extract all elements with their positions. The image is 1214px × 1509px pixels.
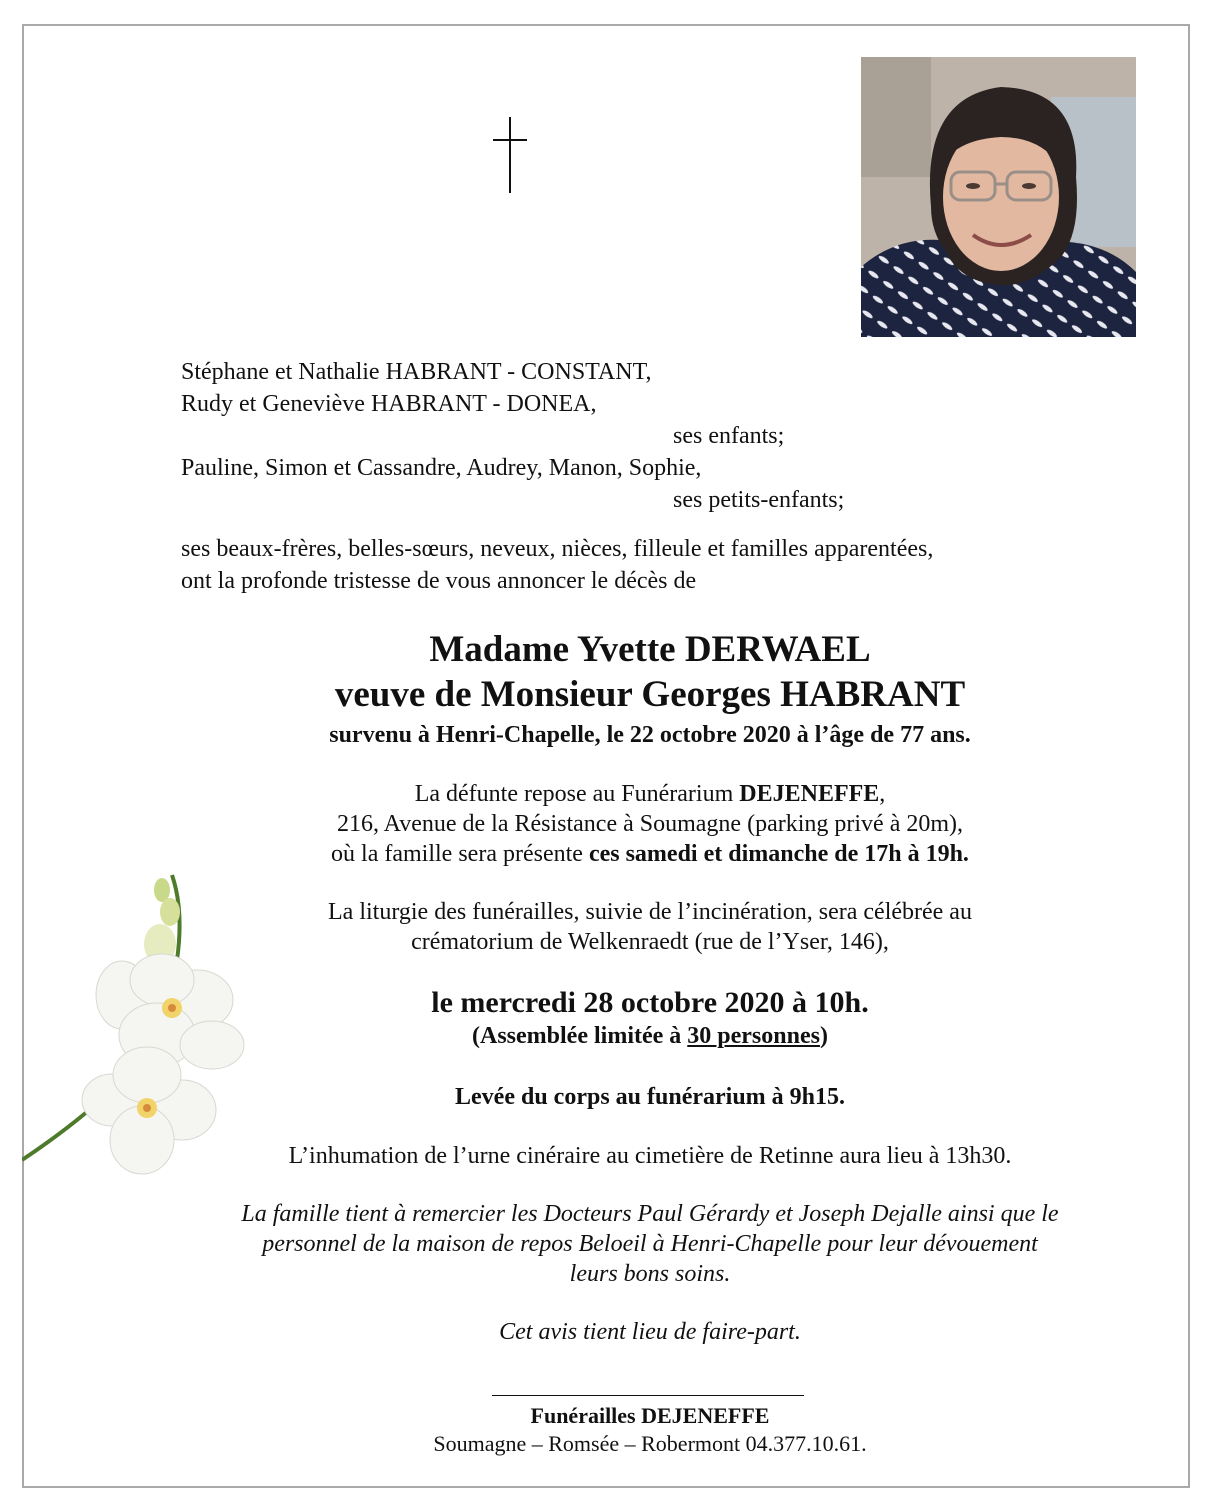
footer-rule	[492, 1395, 804, 1396]
rest-line-2: 216, Avenue de la Résistance à Soumagne (parking privé à 20m),	[336, 811, 964, 837]
ceremony-limit-count: 30 personnes	[687, 1023, 820, 1049]
liturgy-line-1: La liturgie des funérailles, suivie de l’incinération, sera célébrée au	[328, 899, 972, 925]
rest-line-1-end: ,	[879, 781, 886, 807]
children-label: ses enfants;	[673, 423, 785, 449]
family-line-5: ont la profonde tristesse de vous annoncer le décès de	[181, 568, 697, 594]
footer-contact: Soumagne – Romsée – Robermont 04.377.10.61.	[433, 1431, 867, 1456]
thanks-line-2: personnel de la maison de repos Beloeil à Henri-Chapelle pour leur dévouement	[262, 1231, 1038, 1257]
family-line-2: Rudy et Geneviève HABRANT - DONEA,	[181, 391, 597, 417]
levee-line: Levée du corps au funérarium à 9h15.	[455, 1084, 845, 1110]
visiting-hours: ces samedi et dimanche de 17h à 19h.	[588, 841, 969, 867]
deceased-died: survenu à Henri-Chapelle, le 22 octobre 2020 à l’âge de 77 ans.	[329, 722, 971, 748]
liturgy-line-2: crématorium de Welkenraedt (rue de l’Yser, 146),	[411, 929, 889, 955]
rest-line-1	[100, 779, 1200, 809]
notice-line: Cet avis tient lieu de faire-part.	[499, 1319, 801, 1345]
thanks-line-3: leurs bons soins.	[569, 1261, 731, 1287]
family-line-1: Stéphane et Nathalie HABRANT - CONSTANT,	[181, 359, 652, 385]
funerarium-name: DEJENEFFE	[739, 781, 880, 807]
orchid-icon	[22, 870, 262, 1200]
deceased-widow: veuve de Monsieur Georges HABRANT	[334, 674, 966, 715]
deceased-name: Madame Yvette DERWAEL	[429, 629, 871, 670]
inhumation-line: L’inhumation de l’urne cinéraire au cimetière de Retinne aura lieu à 13h30.	[288, 1143, 1012, 1169]
footer-company: Funérailles DEJENEFFE	[530, 1403, 770, 1428]
rest-line-3	[100, 839, 1200, 869]
grandchildren-label: ses petits-enfants;	[673, 487, 845, 513]
cross-icon	[493, 117, 529, 193]
ceremony-limit-text: (Assemblée limitée à	[472, 1023, 688, 1049]
family-line-4: ses beaux-frères, belles-sœurs, neveux, nièces, filleule et familles apparentées,	[181, 536, 934, 562]
family-line-3: Pauline, Simon et Cassandre, Audrey, Manon, Sophie,	[181, 455, 702, 481]
thanks-line-1: La famille tient à remercier les Docteurs Paul Gérardy et Joseph Dejalle ainsi que le	[241, 1201, 1059, 1227]
portrait-photo	[861, 57, 1136, 337]
ceremony-limit-end: )	[819, 1023, 828, 1049]
rest-line-1-text: La défunte repose au Funérarium	[414, 781, 740, 807]
ceremony-limit	[100, 1021, 1200, 1051]
ceremony-date: le mercredi 28 octobre 2020 à 10h.	[431, 986, 869, 1019]
rest-line-3-text: où la famille sera présente	[331, 841, 589, 867]
